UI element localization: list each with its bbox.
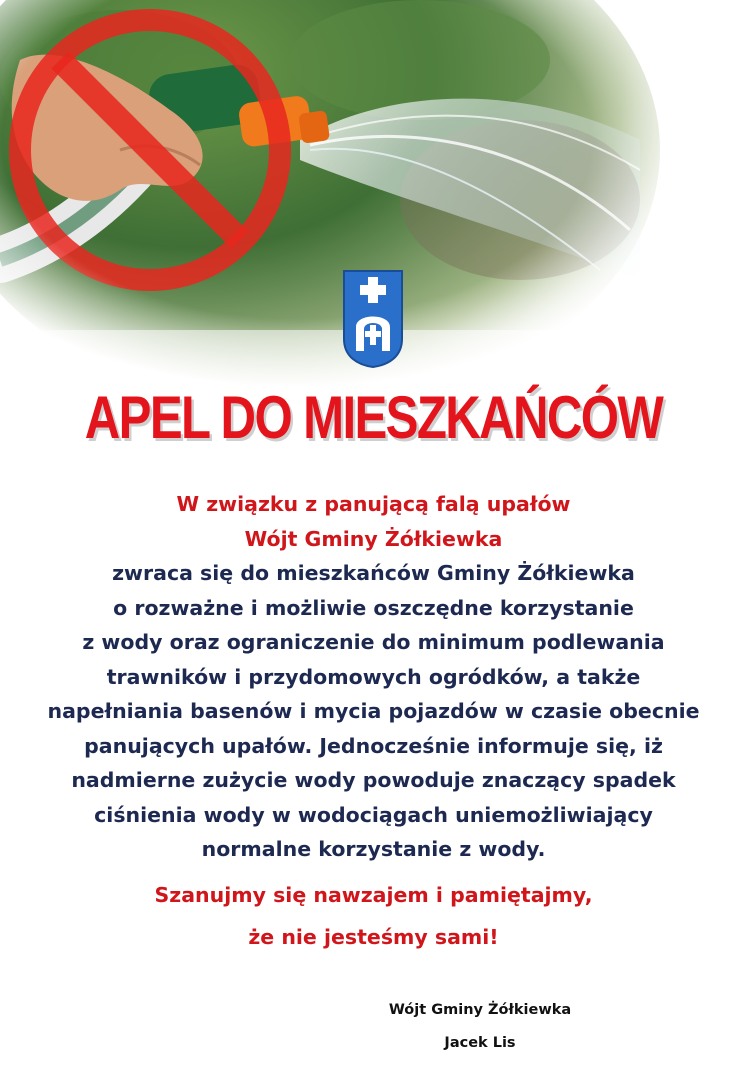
- appeal-body: [10, 487, 737, 867]
- slogan-line-2: że nie jesteśmy sami!: [248, 925, 499, 949]
- author-line: Wójt Gminy Żółkiewka: [244, 526, 503, 551]
- body-line: nadmierne zużycie wody powoduje znaczący spadek: [71, 768, 676, 792]
- body-line: normalne korzystanie z wody.: [201, 837, 546, 861]
- intro-line: W związku z panującą falą upałów: [176, 492, 571, 516]
- signature-name: Jacek Lis: [444, 1035, 516, 1051]
- body-line: zwraca się do mieszkańców Gminy Żółkiewka: [112, 561, 635, 585]
- page-title: APEL DO MIESZKAŃCÓW: [84, 384, 663, 451]
- watering-hose-illustration: [0, 0, 660, 400]
- body-line: napełniania basenów i mycia pojazdów w czasie obecnie: [47, 699, 700, 723]
- body-line: ciśnienia wody w wodociągach uniemożliwiający: [94, 802, 653, 827]
- slogan: [0, 874, 747, 958]
- body-line: o rozważne i możliwie oszczędne korzystanie: [113, 595, 634, 620]
- header-photo: [0, 0, 660, 400]
- signature-role: Wójt Gminy Żółkiewka: [388, 1002, 572, 1018]
- body-line: z wody oraz ograniczenie do minimum podlewania: [82, 630, 665, 654]
- slogan-line-1: Szanujmy się nawzajem i pamiętajmy,: [154, 883, 593, 907]
- coat-of-arms-icon: [342, 269, 404, 369]
- body-line: panujących upałów. Jednocześnie informuje się, iż: [84, 733, 663, 758]
- body-line: trawników i przydomowych ogródków, a także: [106, 664, 641, 689]
- signature-block: [360, 994, 600, 1060]
